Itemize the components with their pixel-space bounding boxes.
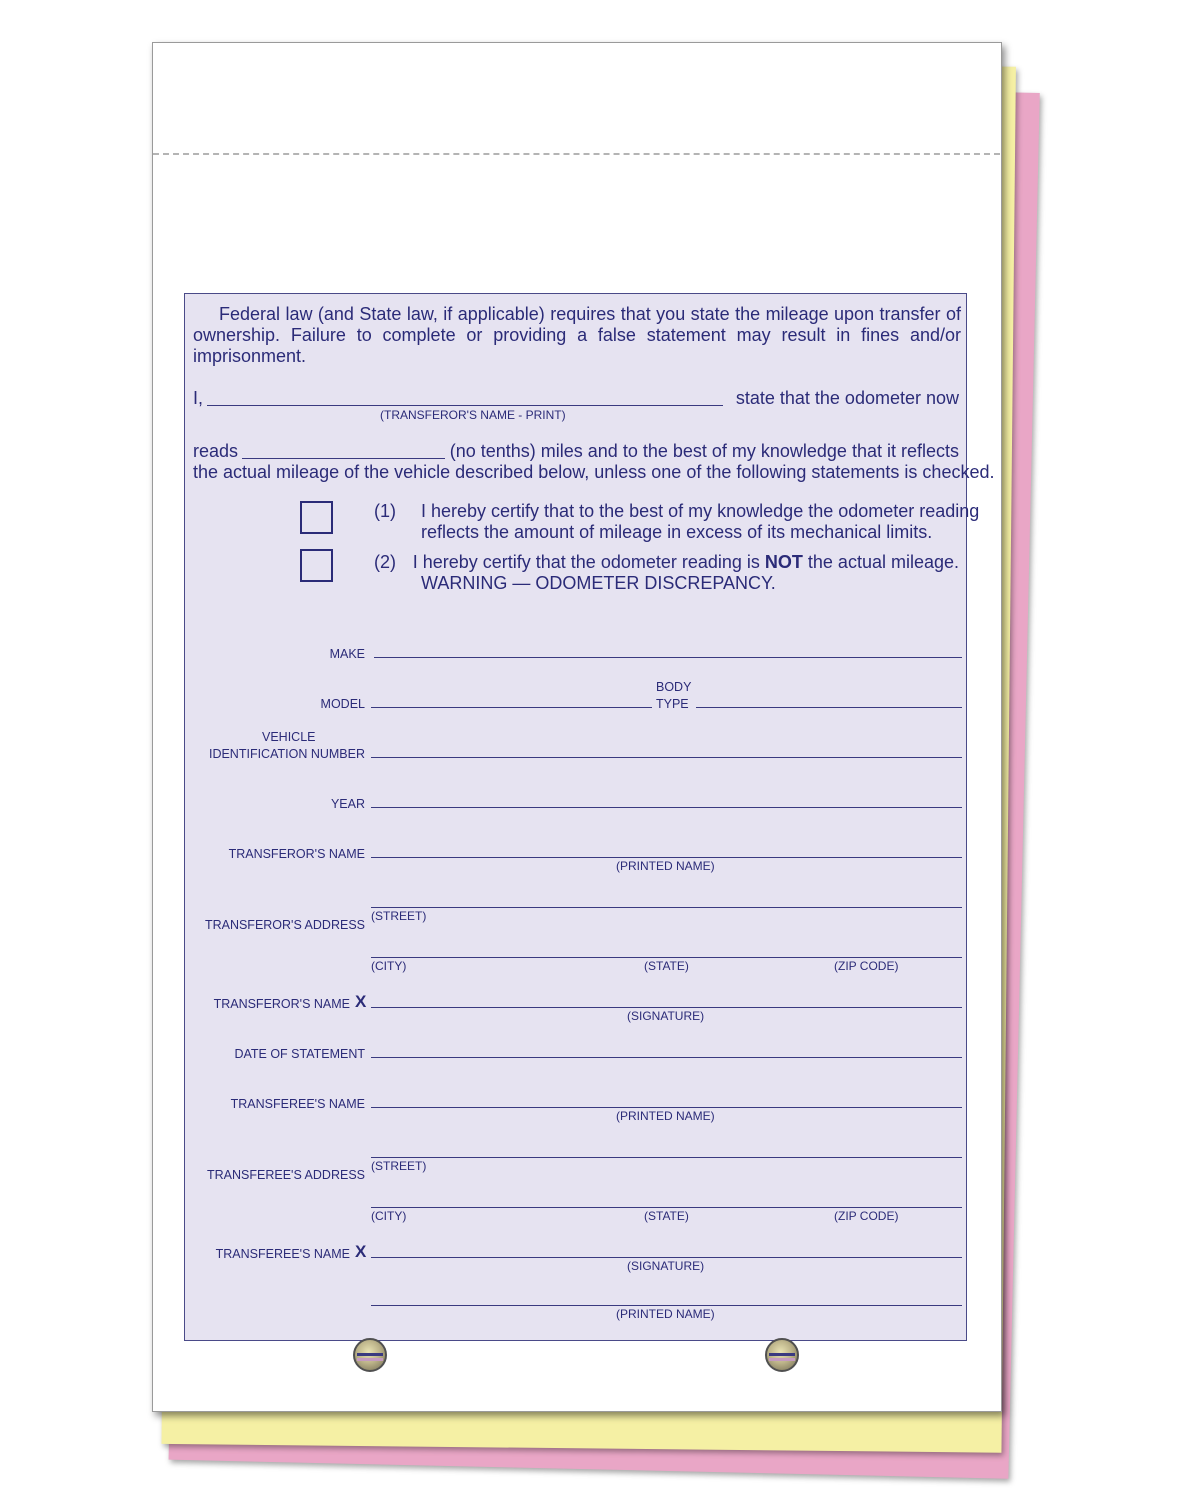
transferee-street-caption: (STREET) — [371, 1159, 427, 1173]
intro-line-1: Federal law (and State law, if applicable) requires that you state the mileage upon transfer of — [219, 304, 961, 324]
transferor-signature-label: TRANSFEROR'S NAME — [213, 997, 350, 1011]
vin-line[interactable] — [371, 757, 962, 758]
transferor-city-caption: (CITY) — [371, 959, 407, 973]
transferor-name-label: TRANSFEROR'S NAME — [228, 847, 365, 861]
transferor-printed-name-caption: (PRINTED NAME) — [616, 859, 715, 873]
transferor-signature-line[interactable] — [371, 1007, 962, 1008]
transferee-address-label: TRANSFEREE'S ADDRESS — [207, 1168, 365, 1182]
transferee-signature-line[interactable] — [371, 1257, 962, 1258]
reads-label: reads — [193, 441, 239, 461]
option-1-checkbox[interactable] — [300, 501, 333, 534]
transferor-street-caption: (STREET) — [371, 909, 427, 923]
statement-i-suffix: state that the odometer now — [735, 388, 959, 408]
intro-line-3: imprisonment. — [193, 346, 307, 366]
transferee-name-label: TRANSFEREE'S NAME — [230, 1097, 365, 1111]
transferee-final-printed-name-line[interactable] — [371, 1305, 962, 1306]
transferee-street-line[interactable] — [371, 1157, 962, 1158]
vin-label-2: IDENTIFICATION NUMBER — [208, 747, 365, 761]
option-1-line-1: I hereby certify that to the best of my knowledge the odometer reading — [421, 501, 980, 521]
option-1-line-2: reflects the amount of mileage in excess of its mechanical limits. — [421, 522, 933, 542]
mileage-line[interactable] — [242, 458, 445, 459]
model-label: MODEL — [320, 697, 365, 711]
option-2-checkbox[interactable] — [300, 549, 333, 582]
transferee-signature-caption: (SIGNATURE) — [627, 1259, 705, 1273]
make-line[interactable] — [374, 657, 962, 658]
transferee-final-printed-name-caption: (PRINTED NAME) — [616, 1307, 715, 1321]
reads-suffix: (no tenths) miles and to the best of my knowledge that it reflects — [449, 441, 959, 461]
option-1-number: (1) — [374, 501, 396, 521]
date-of-statement-label: DATE OF STATEMENT — [234, 1047, 365, 1061]
year-line[interactable] — [371, 807, 962, 808]
transferor-city-line[interactable] — [371, 957, 962, 958]
transferor-street-line[interactable] — [371, 907, 962, 908]
odometer-disclosure-form — [184, 293, 995, 1341]
transferor-zip-caption: (ZIP CODE) — [834, 959, 899, 973]
transferee-name-line[interactable] — [371, 1107, 962, 1108]
transferee-city-line[interactable] — [371, 1207, 962, 1208]
transferor-address-label: TRANSFEROR'S ADDRESS — [204, 918, 365, 932]
body-type-label-2: TYPE — [656, 697, 689, 711]
transferee-zip-caption: (ZIP CODE) — [834, 1209, 899, 1223]
transferor-print-name-line[interactable] — [207, 405, 723, 406]
body-type-line[interactable] — [696, 707, 962, 708]
statement-i: I, — [193, 388, 204, 408]
transferor-name-line[interactable] — [371, 857, 962, 858]
transferor-name-print-caption: (TRANSFEROR'S NAME - PRINT) — [380, 408, 566, 422]
transferor-x-mark: X — [355, 992, 367, 1011]
body-type-label-1: BODY — [656, 680, 692, 694]
option-2-line-1: I hereby certify that the odometer reading is NOT the actual mileage. — [412, 552, 959, 572]
binding-grommet-left — [353, 1338, 387, 1372]
intro-line-2: ownership. Failure to complete or providing a false statement may result in fines and/or — [193, 325, 961, 345]
date-of-statement-line[interactable] — [371, 1057, 962, 1058]
transferee-printed-name-caption: (PRINTED NAME) — [616, 1109, 715, 1123]
transferee-state-caption: (STATE) — [644, 1209, 689, 1223]
transferee-signature-label: TRANSFEREE'S NAME — [215, 1247, 350, 1261]
reads-line-2: the actual mileage of the vehicle described below, unless one of the following statements is checked. — [193, 462, 995, 482]
option-2-warning: WARNING — ODOMETER DISCREPANCY. — [421, 573, 776, 593]
binding-grommet-right — [765, 1338, 799, 1372]
transferee-city-caption: (CITY) — [371, 1209, 407, 1223]
model-line[interactable] — [371, 707, 652, 708]
year-label: YEAR — [330, 797, 365, 811]
option-2-not-bold: NOT — [764, 552, 803, 572]
transferor-state-caption: (STATE) — [644, 959, 689, 973]
perforation-line — [153, 153, 1000, 155]
transferee-x-mark: X — [355, 1242, 367, 1261]
make-label: MAKE — [329, 647, 365, 661]
option-2-number: (2) — [374, 552, 396, 572]
vin-label-1: VEHICLE — [262, 730, 316, 744]
transferor-signature-caption: (SIGNATURE) — [627, 1009, 705, 1023]
